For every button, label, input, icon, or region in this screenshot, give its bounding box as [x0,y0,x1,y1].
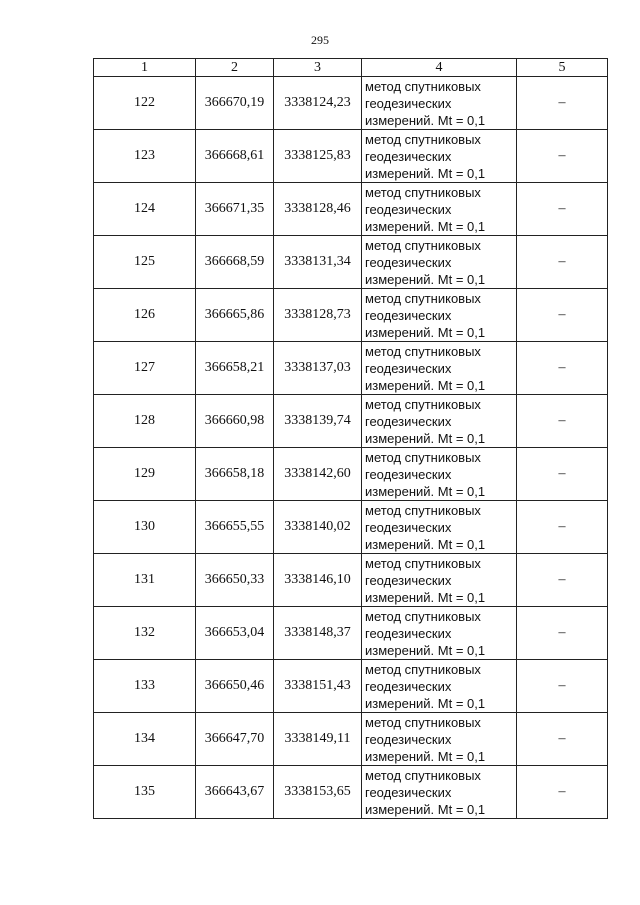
note-cell: – [517,342,608,395]
note-cell: – [517,236,608,289]
x-coordinate-cell: 366647,70 [196,713,274,766]
method-line: геодезических [365,360,452,376]
x-coordinate-cell: 366655,55 [196,501,274,554]
y-coordinate-cell: 3338151,43 [274,660,362,713]
method-cell [362,236,517,289]
method-line: измерений. Mt = 0,1 [365,483,486,499]
note-cell: – [517,607,608,660]
point-number-cell: 124 [94,183,196,236]
header-col-5: 5 [517,59,608,77]
method-line: геодезических [365,307,452,323]
method-line: измерений. Mt = 0,1 [365,589,486,605]
table-row [94,607,608,660]
method-line: измерений. Mt = 0,1 [365,271,486,287]
method-line: геодезических [365,254,452,270]
table-row [94,130,608,183]
method-line: измерений. Mt = 0,1 [365,748,486,764]
method-line: метод спутниковых [365,449,481,465]
method-line: измерений. Mt = 0,1 [365,642,486,658]
method-line: метод спутниковых [365,608,481,624]
table-row [94,448,608,501]
table-row [94,554,608,607]
y-coordinate-cell: 3338131,34 [274,236,362,289]
method-cell [362,342,517,395]
x-coordinate-cell: 366658,18 [196,448,274,501]
x-coordinate-cell: 366658,21 [196,342,274,395]
note-cell: – [517,289,608,342]
point-number-cell: 132 [94,607,196,660]
method-cell [362,501,517,554]
y-coordinate-cell: 3338148,37 [274,607,362,660]
y-coordinate-cell: 3338128,73 [274,289,362,342]
method-line: измерений. Mt = 0,1 [365,536,486,552]
y-coordinate-cell: 3338153,65 [274,766,362,819]
table-row [94,289,608,342]
x-coordinate-cell: 366668,59 [196,236,274,289]
method-line: геодезических [365,625,452,641]
x-coordinate-cell: 366671,35 [196,183,274,236]
table-body [94,77,608,819]
note-cell: – [517,448,608,501]
y-coordinate-cell: 3338146,10 [274,554,362,607]
method-line: геодезических [365,466,452,482]
header-col-3: 3 [274,59,362,77]
x-coordinate-cell: 366660,98 [196,395,274,448]
coordinates-table [93,58,608,819]
note-cell: – [517,130,608,183]
note-cell: – [517,660,608,713]
y-coordinate-cell: 3338128,46 [274,183,362,236]
header-col-1: 1 [94,59,196,77]
method-line: геодезических [365,731,452,747]
method-line: метод спутниковых [365,714,481,730]
method-line: геодезических [365,413,452,429]
method-line: метод спутниковых [365,502,481,518]
table-row [94,183,608,236]
method-line: измерений. Mt = 0,1 [365,377,486,393]
point-number-cell: 135 [94,766,196,819]
y-coordinate-cell: 3338149,11 [274,713,362,766]
method-cell [362,607,517,660]
method-line: метод спутниковых [365,767,481,783]
method-line: метод спутниковых [365,237,481,253]
method-line: измерений. Mt = 0,1 [365,165,486,181]
method-line: метод спутниковых [365,290,481,306]
method-line: измерений. Mt = 0,1 [365,430,486,446]
table-row [94,342,608,395]
x-coordinate-cell: 366668,61 [196,130,274,183]
x-coordinate-cell: 366670,19 [196,77,274,130]
note-cell: – [517,395,608,448]
method-line: геодезических [365,148,452,164]
method-line: метод спутниковых [365,555,481,571]
x-coordinate-cell: 366650,46 [196,660,274,713]
point-number-cell: 128 [94,395,196,448]
note-cell: – [517,77,608,130]
table-row [94,77,608,130]
method-line: метод спутниковых [365,343,481,359]
header-col-4: 4 [362,59,517,77]
method-line: метод спутниковых [365,131,481,147]
x-coordinate-cell: 366650,33 [196,554,274,607]
point-number-cell: 122 [94,77,196,130]
method-line: измерений. Mt = 0,1 [365,324,486,340]
y-coordinate-cell: 3338139,74 [274,395,362,448]
x-coordinate-cell: 366665,86 [196,289,274,342]
header-col-2: 2 [196,59,274,77]
method-line: метод спутниковых [365,78,481,94]
y-coordinate-cell: 3338125,83 [274,130,362,183]
x-coordinate-cell: 366643,67 [196,766,274,819]
method-cell [362,183,517,236]
method-line: геодезических [365,519,452,535]
header-row [94,59,608,77]
note-cell: – [517,501,608,554]
point-number-cell: 123 [94,130,196,183]
point-number-cell: 130 [94,501,196,554]
point-number-cell: 131 [94,554,196,607]
method-line: измерений. Mt = 0,1 [365,218,486,234]
point-number-cell: 125 [94,236,196,289]
table-row [94,713,608,766]
method-line: метод спутниковых [365,184,481,200]
method-line: метод спутниковых [365,396,481,412]
method-line: геодезических [365,678,452,694]
point-number-cell: 129 [94,448,196,501]
method-cell [362,130,517,183]
method-cell [362,660,517,713]
y-coordinate-cell: 3338124,23 [274,77,362,130]
table-row [94,395,608,448]
method-line: геодезических [365,784,452,800]
method-cell [362,713,517,766]
method-line: измерений. Mt = 0,1 [365,801,486,817]
method-cell [362,77,517,130]
method-line: измерений. Mt = 0,1 [365,112,486,128]
method-cell [362,554,517,607]
point-number-cell: 133 [94,660,196,713]
table-row [94,236,608,289]
table-row [94,501,608,554]
method-line: геодезических [365,95,452,111]
method-cell [362,395,517,448]
y-coordinate-cell: 3338140,02 [274,501,362,554]
page-number: 295 [311,33,329,47]
table-row [94,766,608,819]
point-number-cell: 127 [94,342,196,395]
note-cell: – [517,713,608,766]
method-cell [362,289,517,342]
method-line: измерений. Mt = 0,1 [365,695,486,711]
method-line: геодезических [365,201,452,217]
y-coordinate-cell: 3338137,03 [274,342,362,395]
note-cell: – [517,554,608,607]
method-line: геодезических [365,572,452,588]
note-cell: – [517,766,608,819]
method-cell [362,448,517,501]
y-coordinate-cell: 3338142,60 [274,448,362,501]
point-number-cell: 126 [94,289,196,342]
note-cell: – [517,183,608,236]
table-row [94,660,608,713]
point-number-cell: 134 [94,713,196,766]
x-coordinate-cell: 366653,04 [196,607,274,660]
method-cell [362,766,517,819]
method-line: метод спутниковых [365,661,481,677]
